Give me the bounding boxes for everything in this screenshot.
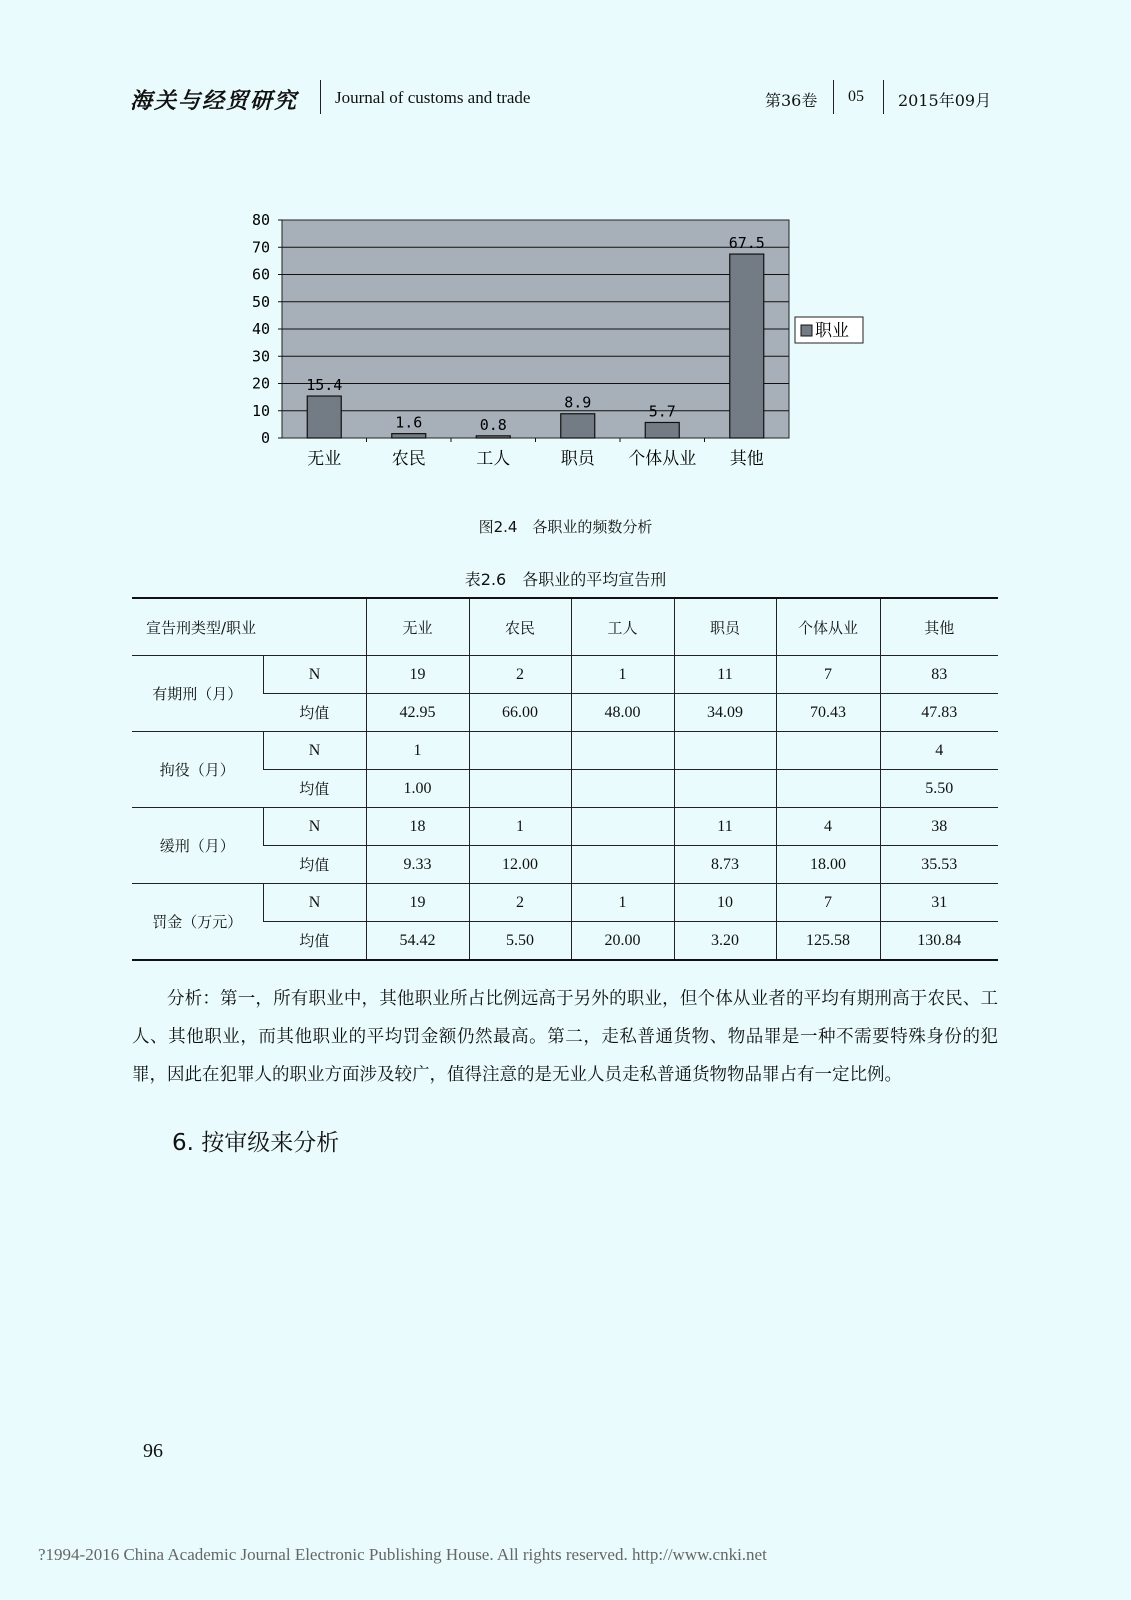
bar-data-label: 1.6 xyxy=(395,413,423,432)
occupation-frequency-chart xyxy=(240,210,880,480)
column-header: 职员 xyxy=(674,598,776,656)
x-tick-label: 工人 xyxy=(476,449,511,469)
x-tick-label: 农民 xyxy=(391,449,426,469)
statistic-label: 均值 xyxy=(263,846,366,884)
statistic-label: N xyxy=(263,732,366,770)
y-tick-label: 20 xyxy=(251,374,270,393)
journal-english-name: Journal of customs and trade xyxy=(335,88,531,107)
sentence-type-label: 有期刑（月） xyxy=(132,656,263,732)
y-tick-label: 0 xyxy=(260,429,270,447)
bar xyxy=(561,414,595,438)
x-tick-label: 无业 xyxy=(307,449,342,469)
table-row xyxy=(132,808,998,846)
table-cell xyxy=(571,770,674,808)
table-cell: 66.00 xyxy=(469,694,571,732)
table-cell: 1 xyxy=(571,656,674,694)
table-cell: 130.84 xyxy=(880,922,998,961)
table-cell: 19 xyxy=(366,884,469,922)
y-tick-label: 30 xyxy=(251,347,270,366)
sentence-type-label: 罚金（万元） xyxy=(132,884,263,961)
table-cell: 1 xyxy=(469,808,571,846)
bar xyxy=(392,434,426,438)
bar-data-label: 5.7 xyxy=(648,402,676,421)
table-cell: 83 xyxy=(880,656,998,694)
table-corner-cell: 宣告刑类型/职业 xyxy=(132,598,366,656)
table-cell: 18.00 xyxy=(776,846,880,884)
table-cell: 31 xyxy=(880,884,998,922)
volume: 第36卷 xyxy=(765,91,818,110)
table-cell: 1.00 xyxy=(366,770,469,808)
statistic-label: N xyxy=(263,656,366,694)
table-row xyxy=(132,732,998,770)
statistic-label: 均值 xyxy=(263,694,366,732)
column-header: 农民 xyxy=(469,598,571,656)
table-cell: 42.95 xyxy=(366,694,469,732)
table-cell xyxy=(776,770,880,808)
table-cell: 7 xyxy=(776,656,880,694)
table-cell: 38 xyxy=(880,808,998,846)
table-cell: 5.50 xyxy=(880,770,998,808)
statistic-label: N xyxy=(263,808,366,846)
journal-name: 海关与经贸研究 xyxy=(130,88,299,114)
page-number: 96 xyxy=(143,1440,163,1462)
copyright-footer: ?1994-2016 China Academic Journal Electronic Publishing House. All rights reserved. http://www.cnki.net xyxy=(38,1545,767,1564)
column-header: 其他 xyxy=(880,598,998,656)
legend-label: 职业 xyxy=(815,321,849,341)
statistic-label: 均值 xyxy=(263,922,366,961)
bar-data-label: 67.5 xyxy=(728,234,765,253)
table-cell: 2 xyxy=(469,884,571,922)
table-cell: 11 xyxy=(674,656,776,694)
y-tick-label: 40 xyxy=(251,320,270,338)
table-cell xyxy=(674,770,776,808)
table-cell xyxy=(571,732,674,770)
table-cell: 1 xyxy=(571,884,674,922)
table-cell: 20.00 xyxy=(571,922,674,961)
x-tick-label: 个体从业 xyxy=(628,449,697,469)
table-cell: 8.73 xyxy=(674,846,776,884)
table-row xyxy=(132,884,998,922)
table-caption: 表2.6 各职业的平均宣告刑 xyxy=(464,570,667,589)
table-cell: 19 xyxy=(366,656,469,694)
table-cell xyxy=(469,732,571,770)
figure-caption: 图2.4 各职业的频数分析 xyxy=(478,518,653,536)
header-divider xyxy=(833,80,834,114)
table-cell: 47.83 xyxy=(880,694,998,732)
sentence-type-label: 缓刑（月） xyxy=(132,808,263,884)
table-cell: 10 xyxy=(674,884,776,922)
table-cell: 11 xyxy=(674,808,776,846)
table-cell: 7 xyxy=(776,884,880,922)
y-tick-label: 80 xyxy=(251,211,270,229)
statistic-label: N xyxy=(263,884,366,922)
table-cell xyxy=(469,770,571,808)
table-cell: 2 xyxy=(469,656,571,694)
x-tick-label: 其他 xyxy=(729,449,764,469)
running-header xyxy=(130,78,996,118)
analysis-paragraph: 分析：第一，所有职业中，其他职业所占比例远高于另外的职业，但个体从业者的平均有期刑高于农民、工人、其他职业，而其他职业的平均罚金额仍然最高。第二，走私普通货物、物品罪是一种不需要特殊身份的犯罪，因此在犯罪人的职业方面涉及较广，值得注意的是无业人员走私普通货物物品罪占有一定比例。 xyxy=(132,989,998,1085)
header-divider xyxy=(883,80,884,114)
y-tick-label: 70 xyxy=(251,238,270,257)
bar xyxy=(730,254,764,438)
y-tick-label: 10 xyxy=(251,401,270,420)
table-cell: 4 xyxy=(776,808,880,846)
table-header-row xyxy=(132,598,998,656)
bar-data-label: 0.8 xyxy=(479,415,507,434)
header-divider xyxy=(320,80,321,114)
issue-date: 2015年09月 xyxy=(898,91,992,110)
bar xyxy=(307,396,341,438)
column-header: 个体从业 xyxy=(776,598,880,656)
table-cell: 5.50 xyxy=(469,922,571,961)
table-cell xyxy=(571,808,674,846)
bar-data-label: 8.9 xyxy=(564,393,592,412)
table-cell: 3.20 xyxy=(674,922,776,961)
table-cell: 4 xyxy=(880,732,998,770)
bar-data-label: 15.4 xyxy=(306,376,343,395)
column-header: 无业 xyxy=(366,598,469,656)
section-heading: 6. 按审级来分析 xyxy=(172,1130,340,1156)
table-cell xyxy=(571,846,674,884)
table-cell: 54.42 xyxy=(366,922,469,961)
sentence-type-label: 拘役（月） xyxy=(132,732,263,808)
column-header: 工人 xyxy=(571,598,674,656)
table-cell: 125.58 xyxy=(776,922,880,961)
x-tick-label: 职员 xyxy=(560,449,595,469)
table-cell xyxy=(776,732,880,770)
table-cell: 1 xyxy=(366,732,469,770)
sentence-table xyxy=(132,597,998,961)
y-tick-label: 50 xyxy=(251,292,270,311)
bar xyxy=(476,436,510,438)
table-cell: 18 xyxy=(366,808,469,846)
table-cell: 48.00 xyxy=(571,694,674,732)
y-tick-label: 60 xyxy=(251,265,270,284)
statistic-label: 均值 xyxy=(263,770,366,808)
table-cell: 35.53 xyxy=(880,846,998,884)
table-cell: 34.09 xyxy=(674,694,776,732)
table-cell xyxy=(674,732,776,770)
table-cell: 9.33 xyxy=(366,846,469,884)
issue-number: 05 xyxy=(848,88,864,105)
legend-swatch xyxy=(801,325,812,336)
table-cell: 70.43 xyxy=(776,694,880,732)
table-row xyxy=(132,656,998,694)
table-cell: 12.00 xyxy=(469,846,571,884)
bar xyxy=(645,422,679,438)
